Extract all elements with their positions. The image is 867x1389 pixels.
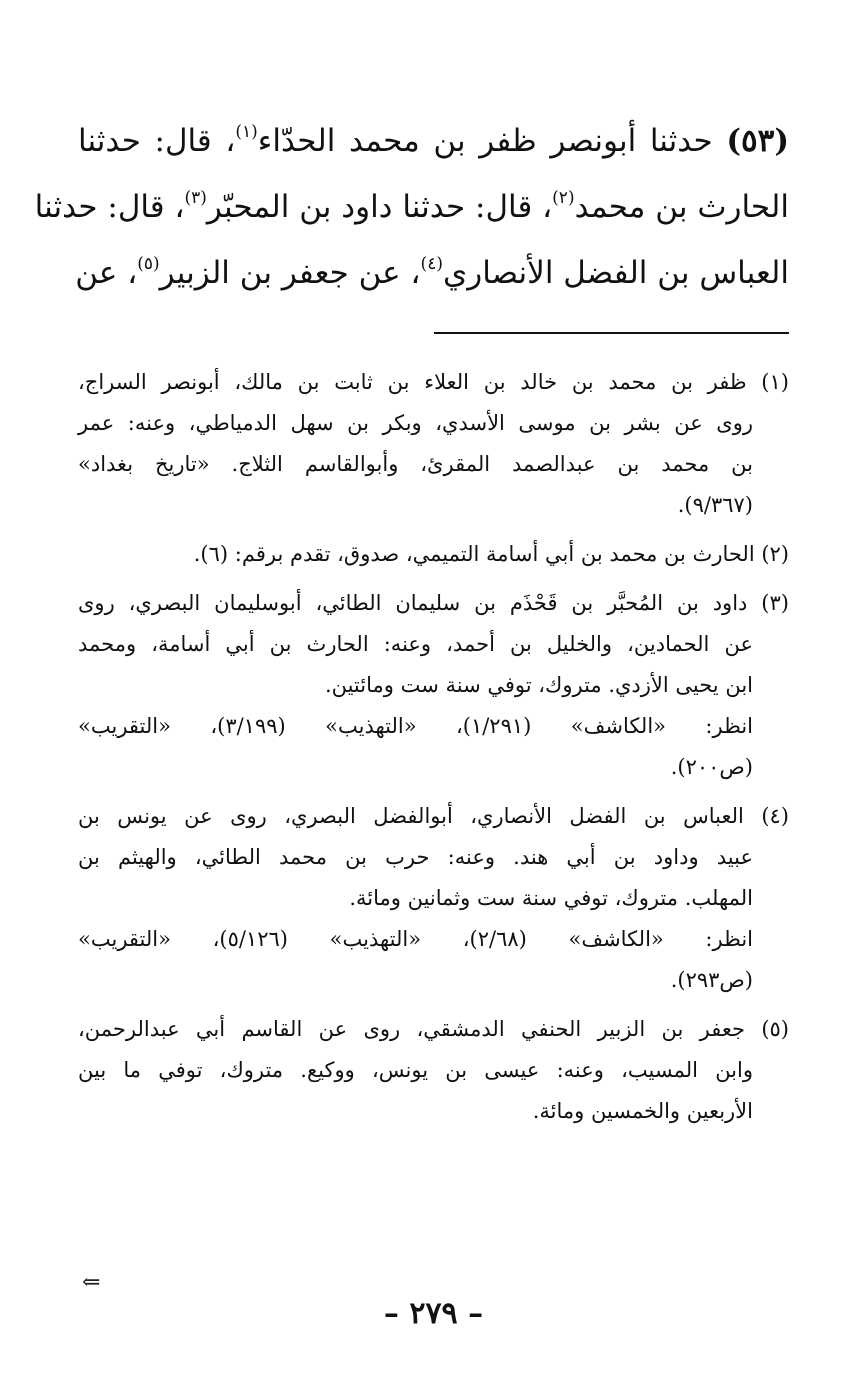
footnote-1-line-3: بن محمد بن عبدالصمد المقرئ، وأبوالقاسم الثلاج. «تاريخ بغداد» xyxy=(78,452,753,476)
hadith-line-1-text-a: حدثنا أبونصر ظفر بن محمد الحدّاء xyxy=(257,123,727,159)
hadith-line-1 xyxy=(78,108,789,174)
footnote-3-line-3: ابن يحيى الأزدي. متروك، توفي سنة ست ومائتين. xyxy=(324,673,753,697)
footnote-4-line-1: (٤) العباس بن الفضل الأنصاري، أبوالفضل البصري، روى عن يونس بن xyxy=(78,804,789,828)
footnote-3-line-4: انظر: «الكاشف» (١/٢٩١)، «التهذيب» (٣/١٩٩)، «التقريب» xyxy=(78,714,753,738)
hadith-line-2-text-b: ، قال: حدثنا داود بن المحبّر xyxy=(206,189,553,225)
footnote-3-line-1: (٣) داود بن المُحبَّر بن قَحْذَم بن سليمان الطائي، أبوسليمان البصري، روى xyxy=(78,591,789,615)
footnote-5-line-2: وابن المسيب، وعنه: عيسى بن يونس، ووكيع. متروك، توفي ما بين xyxy=(78,1058,753,1082)
hadith-text xyxy=(34,108,789,306)
hadith-line-2-text-a: الحارث بن محمد xyxy=(574,189,789,225)
footnote-4-line-4: انظر: «الكاشف» (٢/٦٨)، «التهذيب» (٥/١٢٦)، «التقريب» xyxy=(78,927,753,951)
footnote-4-line-3: المهلب. متروك، توفي سنة ست وثمانين ومائة. xyxy=(349,886,753,910)
footnote-ref-5[interactable]: (٥) xyxy=(137,254,160,274)
footnote-2-line-1: (٢) الحارث بن محمد بن أبي أسامة التميمي، صدوق، تقدم برقم: (٦). xyxy=(193,542,789,566)
footnote-ref-3[interactable]: (٣) xyxy=(184,188,207,208)
book-page xyxy=(34,0,789,1389)
footnote-1-line-1: (١) ظفر بن محمد بن خالد بن العلاء بن ثابت بن مالك، أبونصر السراج، xyxy=(78,370,789,394)
footnote-4-line-2: عبيد وداود بن أبي هند. وعنه: حرب بن محمد الطائي، والهيثم بن xyxy=(78,845,753,869)
footnote-2 xyxy=(78,534,789,575)
footnote-ref-2[interactable]: (٢) xyxy=(552,188,575,208)
footnote-3 xyxy=(78,583,789,788)
page-number: – ٢٧٩ – xyxy=(383,1296,484,1331)
footnote-ref-1[interactable]: (١) xyxy=(235,122,258,142)
footnote-1-line-2: روى عن بشر بن موسى الأسدي، وبكر بن سهل الدمياطي، وعنه: عمر xyxy=(78,411,753,435)
hadith-line-3 xyxy=(75,240,789,306)
hadith-line-2 xyxy=(34,174,789,240)
hadith-line-3-text-a: العباس بن الفضل الأنصاري xyxy=(442,255,789,291)
footnote-1 xyxy=(78,362,789,526)
footnote-ref-4[interactable]: (٤) xyxy=(420,254,443,274)
hadith-line-2-text-c: ، قال: حدثنا xyxy=(34,189,185,225)
hadith-number: (٥٣) xyxy=(726,123,789,159)
hadith-line-3-text-b: ، عن جعفر بن الزبير xyxy=(159,255,421,291)
footnote-5 xyxy=(78,1009,789,1132)
footnote-3-line-2: عن الحمادين، والخليل بن أحمد، وعنه: الحارث بن أبي أسامة، ومحمد xyxy=(78,632,753,656)
continue-arrow-icon: ⇐ xyxy=(82,1270,101,1295)
footnote-5-line-1: (٥) جعفر بن الزبير الحنفي الدمشقي، روى عن القاسم أبي عبدالرحمن، xyxy=(78,1017,789,1041)
footnote-4 xyxy=(78,796,789,1001)
hadith-line-1-text-b: ، قال: حدثنا xyxy=(78,123,236,159)
hadith-line-3-text-c: ، عن xyxy=(75,255,138,291)
footnote-5-line-3: الأربعين والخمسين ومائة. xyxy=(532,1099,753,1123)
footnote-4-line-5: (ص٢٩٣). xyxy=(670,968,753,992)
footnotes-section xyxy=(78,362,789,1140)
footnote-separator xyxy=(434,332,789,334)
footnote-1-line-4: (٩/٣٦٧). xyxy=(677,493,753,517)
footnote-3-line-5: (ص٢٠٠). xyxy=(670,755,753,779)
